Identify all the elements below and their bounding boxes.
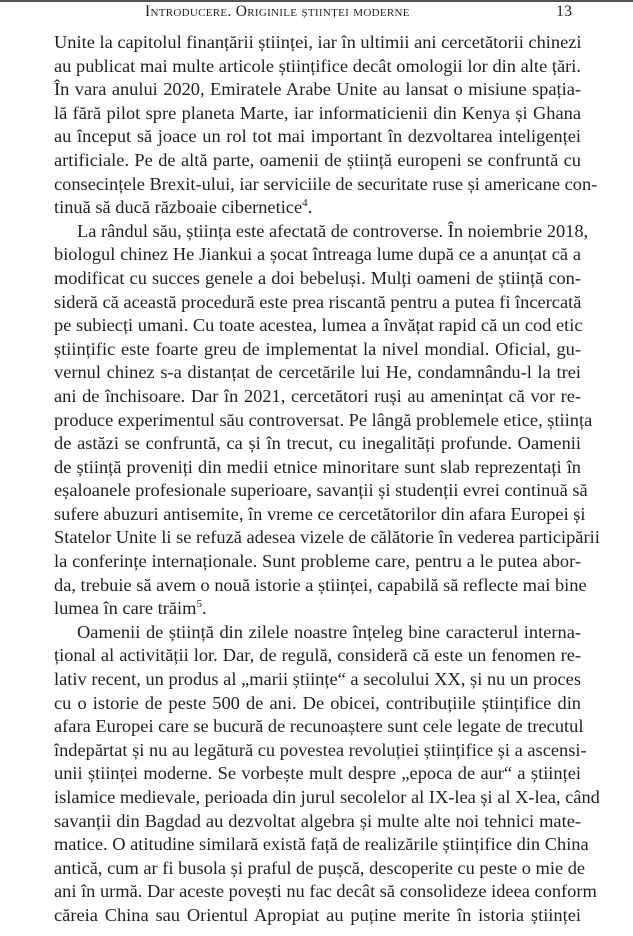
text-line: de știință proveniți din medii etnice minoritare sunt slab reprezentați în [54,456,581,477]
text-line: La rândul său, știința este afectată de controverse. În noiembrie 2018, [77,220,589,241]
text-line: modificat cu succes genele a doi bebeluși. Mulți oameni de știință con- [54,267,581,288]
text-line: vernul chinez s-a distanțat de cercetările lui He, condamnându-l la trei [54,362,581,383]
text-line [54,597,581,621]
text-line: biologul chinez He Jiankui a șocat întreaga lume după ce a anunțat că a [54,244,581,265]
text-line: căreia China sau Orientul Apropiat au puține merite în istoria științei [54,904,581,925]
text-line [54,196,581,220]
sentence-end: . [307,197,313,218]
text-line: unii științei moderne. Se vorbește mult despre „epoca de aur“ a științei [54,763,581,784]
text-line: Oamenii de știință din zilele noastre înțeleg bine caracterul interna- [77,621,581,642]
text-line: lă fără pilot spre planeta Marte, iar informaticienii din Kenya și Ghana [54,102,581,123]
paragraph [54,220,600,621]
text-line: ani de închisoare. Dar în 2021, cercetători ruși au amenințat că vor re- [54,385,581,406]
text-line: islamice medievale, perioada din jurul secolelor al IX-lea și al X-lea, când [54,787,600,807]
text-line: Statelor Unite li se refuză adesea vizele de călătorie în vederea participării [54,527,600,548]
text-line: da, trebuie să avem o nouă istorie a științei, capabilă să reflecte mai bine [54,574,587,595]
text-line-content: tinuă să ducă războaie cibernetice [54,197,303,218]
text-line: științific este foarte greu de implementat la nivel mondial. Oficial, gu- [54,338,581,359]
text-line: eșaloanele profesionale superioare, savanții și studenții evrei continuă să [54,480,588,501]
text-line: savanții din Bagdad au dezvoltat algebra și multe alte noi tehnici mate- [54,810,581,831]
text-line: artificiale. Pe de altă parte, oamenii de știință europeni se confruntă cu [54,149,581,170]
text-line: îndepărtat și nu au legătură cu povestea revoluției științifice și a ascensi- [54,739,587,760]
text-line: În vara anului 2020, Emiratele Arabe Unite au lansat o misiune spația- [54,79,581,100]
text-line: la conferințe internaționale. Sunt probleme care, pentru a le putea abor- [54,551,581,572]
body-text [54,31,600,928]
footnote-marker[interactable]: 5 [196,598,202,611]
text-line: au început să joace un rol tot mai important în dezvoltarea inteligenței [54,126,581,147]
text-line: ani în urmă. Dar aceste povești nu fac decât să consolideze ideea conform [54,881,597,902]
text-line: antică, cum ar fi busola și praful de pușcă, descoperite cu peste o mie de [54,857,586,878]
paragraph [54,621,600,928]
text-line: pe subiecți umani. Cu toate acestea, lumea a învățat rapid că un cod etic [54,315,583,336]
footnote-marker[interactable]: 4 [302,197,308,210]
running-head [0,3,633,23]
text-line: au publicat mai multe articole științifice decât omologii lor din alte țări. [54,55,581,76]
text-line: sideră că această procedură este prea riscantă pentru a putea fi încercată [54,291,582,312]
running-title: Introducere. Originile științei moderne [145,3,410,20]
text-line: lativ recent, un produs al „marii științe“ a secolului XX, și nu un proces [54,669,581,690]
text-line: matice. O atitudine similară există față de realizările științifice din China [54,834,589,855]
page-number: 13 [556,3,572,20]
text-line: afara Europei care se bucură de recunoaștere sunt cele legate de trecutul [54,716,584,737]
text-line: produce experimentul său controversat. Pe lângă problemele etice, știința [54,409,593,430]
sentence-end: . [201,598,207,619]
text-line: țional al activității lor. Dar, de regulă, consideră că este un fenomen re- [54,645,581,666]
paragraph [54,31,598,220]
text-line: sufere abuzuri antisemite, în vreme ce cercetătorilor din afara Europei și [54,503,586,524]
text-line: Unite la capitolul finanțării științei, iar în ultimii ani cercetătorii chinezi [54,32,582,52]
text-line-content: lumea în care trăim [54,598,197,619]
page-top-edge [0,0,633,2]
text-line: de astăzi se confruntă, ca și în trecut, cu inegalități profunde. Oamenii [54,433,581,454]
text-line: cu o istorie de peste 500 de ani. De obicei, contribuțiile științifice din [54,692,581,713]
text-line: consecințele Brexit-ului, iar serviciile de securitate ruse și americane con- [54,173,598,194]
